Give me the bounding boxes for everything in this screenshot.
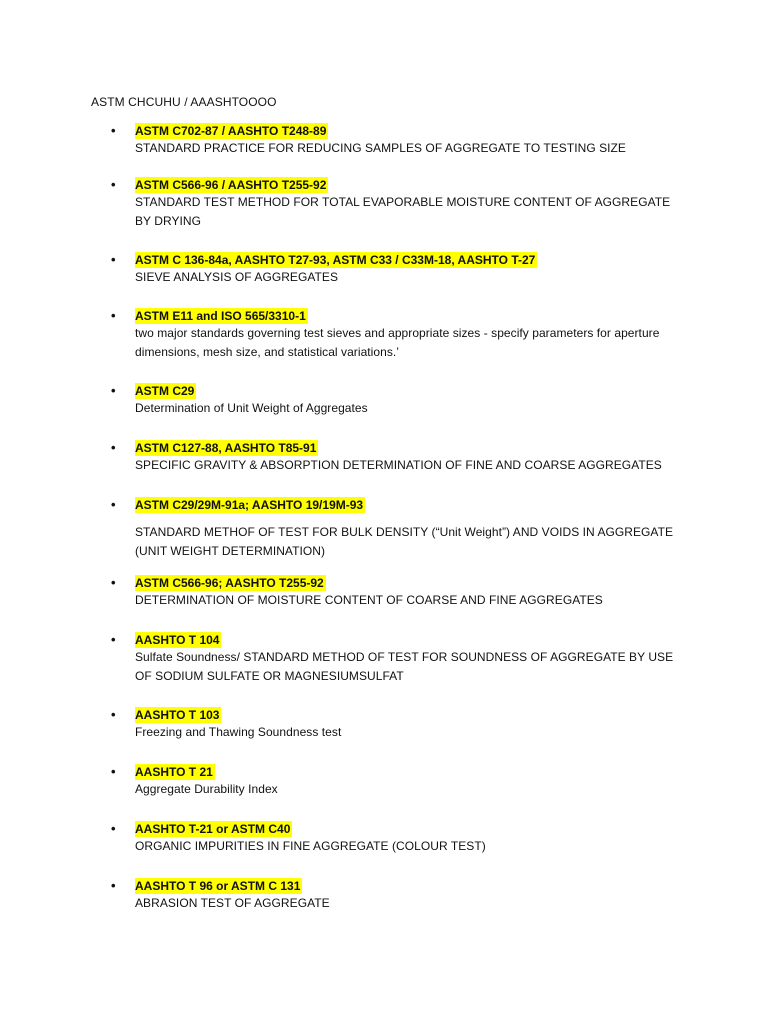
standard-description: Determination of Unit Weight of Aggregates [135,401,368,415]
standard-description: SIEVE ANALYSIS OF AGGREGATES [135,270,339,284]
bullet-icon: • [111,177,116,192]
standard-code: AASHTO T 103 [135,708,220,722]
standard-code: ASTM C 136-84a, AASHTO T27-93, ASTM C33 / C33M-18, AASHTO T-27 [135,253,536,267]
standard-code: ASTM C127-88, AASHTO T85-91 [135,441,317,455]
standard-description: DETERMINATION OF MOISTURE CONTENT OF COARSE AND FINE AGGREGATES [135,593,603,607]
standard-description: ABRASION TEST OF AGGREGATE [135,896,330,910]
standard-description: Sulfate Soundness/ STANDARD METHOD OF TEST FOR SOUNDNESS OF AGGREGATE BY USE OF SODIUM SULFATE OR MAGNESIUMSULFAT [135,650,674,683]
standard-code: AASHTO T 96 or ASTM C 131 [135,879,301,893]
standard-description: STANDARD TEST METHOD FOR TOTAL EVAPORABLE MOISTURE CONTENT OF AGGREGATE BY DRYING [135,195,671,228]
standard-description: Aggregate Durability Index [135,782,278,796]
standard-description: ORGANIC IMPURITIES IN FINE AGGREGATE (COLOUR TEST) [135,839,486,853]
bullet-icon: • [111,123,116,138]
standard-code: ASTM E11 and ISO 565/3310-1 [135,309,306,323]
standard-code: ASTM C566-96 / AASHTO T255-92 [135,178,327,192]
bullet-icon: • [111,308,116,323]
standard-code: ASTM C29/29M-91a; AASHTO 19/19M-93 [135,498,364,512]
standard-code: AASHTO T 104 [135,633,220,647]
standard-description: SPECIFIC GRAVITY & ABSORPTION DETERMINATION OF FINE AND COARSE AGGREGATES [135,458,662,472]
standard-code: ASTM C566-96; AASHTO T255-92 [135,576,324,590]
bullet-icon: • [111,821,116,836]
document-heading: ASTM CHCUHU / AAASHTOOOO [91,95,277,109]
standard-description: STANDARD PRACTICE FOR REDUCING SAMPLES OF AGGREGATE TO TESTING SIZE [135,141,626,155]
bullet-icon: • [111,383,116,398]
standard-description: Freezing and Thawing Soundness test [135,725,342,739]
standard-code: ASTM C29 [135,384,195,398]
bullet-icon: • [111,252,116,267]
standard-code: AASHTO T-21 or ASTM C40 [135,822,291,836]
bullet-icon: • [111,440,116,455]
bullet-icon: • [111,497,116,512]
bullet-icon: • [111,632,116,647]
standard-description: two major standards governing test sieves and appropriate sizes - specify parameters for aperture dimensions, mesh size, and statistical variations.’ [135,326,660,359]
standard-code: ASTM C702-87 / AASHTO T248-89 [135,124,327,138]
bullet-icon: • [111,878,116,893]
bullet-icon: • [111,707,116,722]
standard-description: STANDARD METHOF OF TEST FOR BULK DENSITY (“Unit Weight”) AND VOIDS IN AGGREGATE (UNIT WEIGHT DETERMINATION) [135,525,674,558]
bullet-icon: • [111,575,116,590]
standard-code: AASHTO T 21 [135,765,213,779]
bullet-icon: • [111,764,116,779]
